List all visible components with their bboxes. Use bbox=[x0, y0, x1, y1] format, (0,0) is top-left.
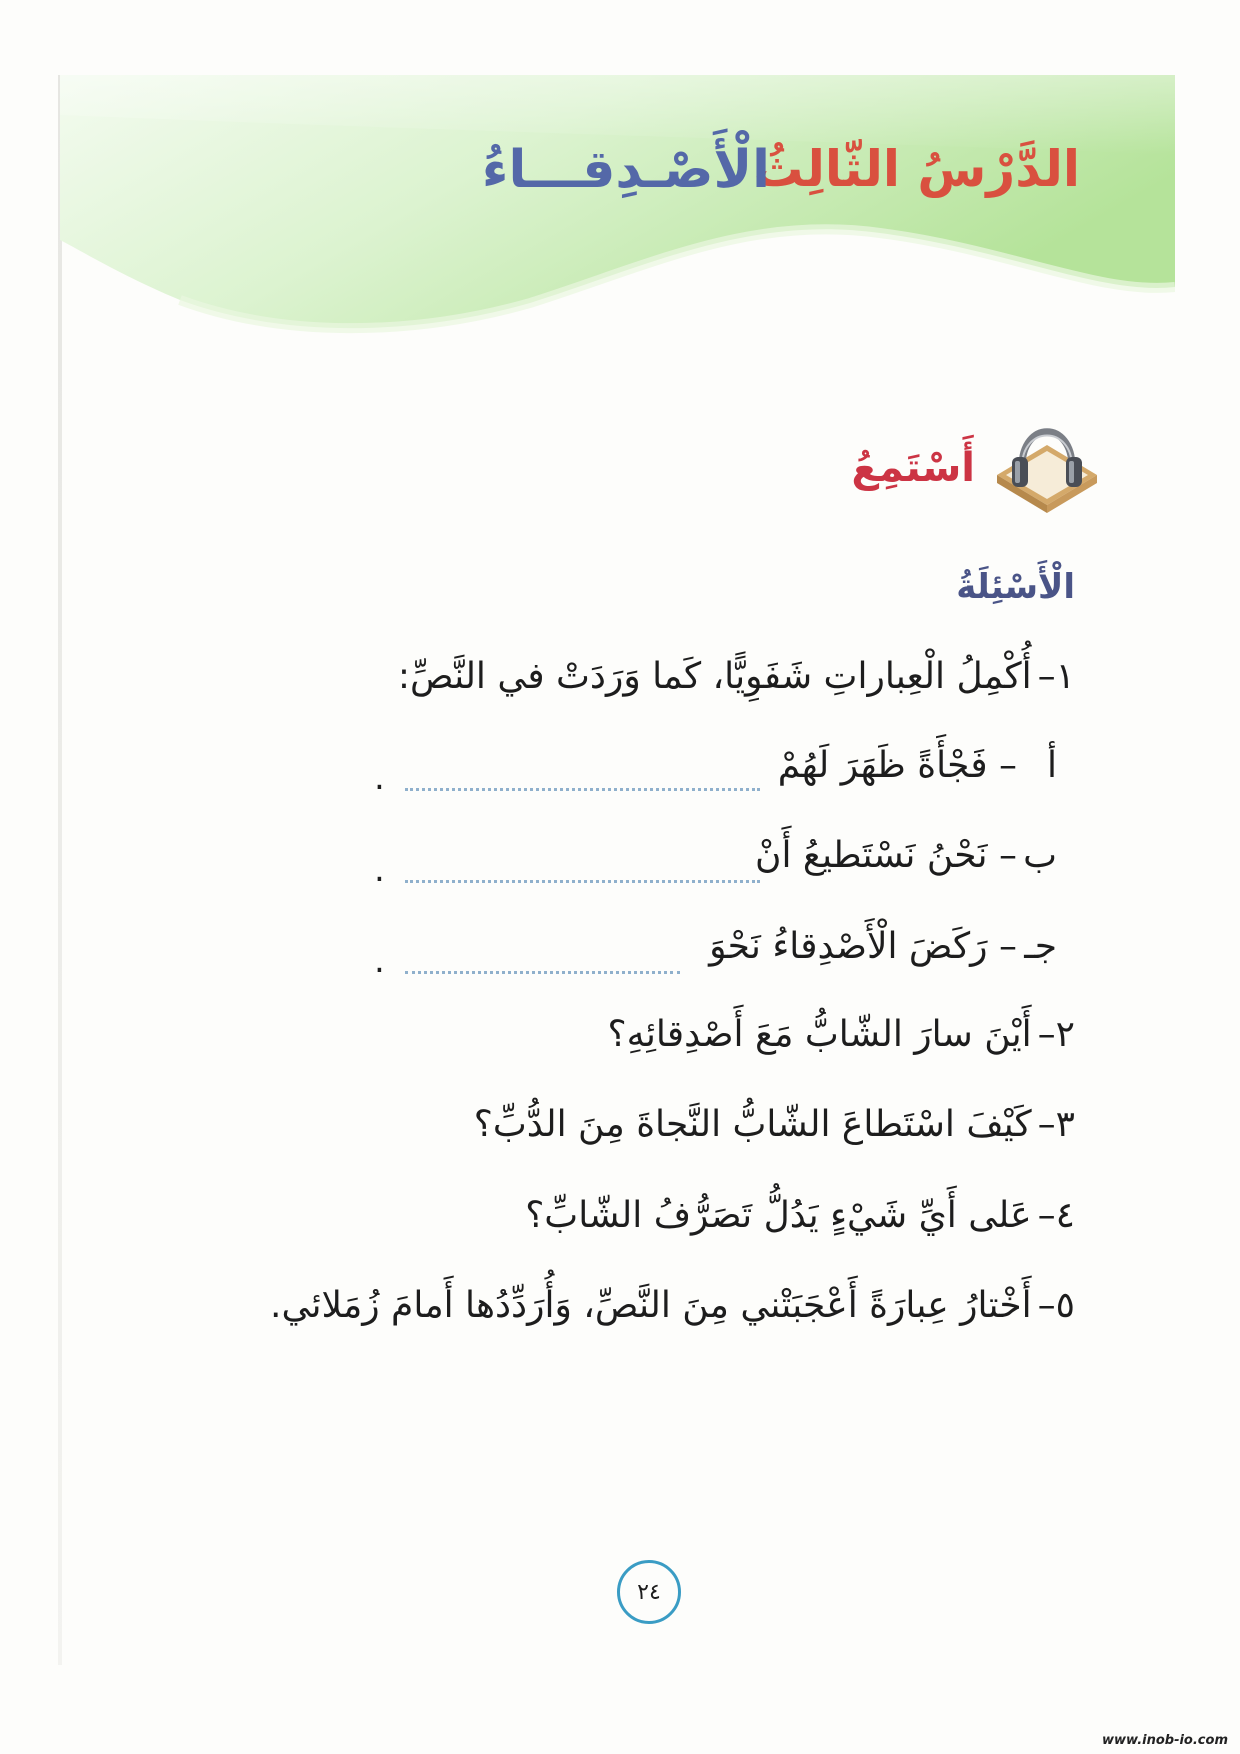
question-1-item-a bbox=[778, 745, 1057, 786]
question-1-item-c bbox=[709, 926, 1057, 967]
page-number: ٢٤ bbox=[637, 1579, 661, 1605]
question-5 bbox=[270, 1285, 1075, 1326]
question-number: ٢– bbox=[1037, 1014, 1075, 1055]
question-number: ١– bbox=[1037, 656, 1075, 697]
question-1 bbox=[398, 656, 1075, 697]
lesson-title: الْأَصْـدِقـــاءُ bbox=[481, 140, 770, 200]
question-text: أَخْتارُ عِبارَةً أَعْجَبَتْني مِنَ النَّصِّ، وَأُرَدِّدُها أَمامَ زُمَلائي. bbox=[270, 1285, 1032, 1326]
answer-blank[interactable] bbox=[405, 880, 760, 883]
listen-section-label: أَسْتَمِعُ bbox=[851, 445, 975, 491]
sentence-end-dot: . bbox=[374, 850, 385, 890]
question-1-item-b bbox=[755, 835, 1057, 876]
item-letter: جـ bbox=[1024, 926, 1057, 967]
question-3 bbox=[474, 1104, 1075, 1145]
question-text: أَيْنَ سارَ الشّابُّ مَعَ أَصْدِقائِهِ؟ bbox=[607, 1014, 1032, 1055]
question-text: أُكْمِلُ الْعِباراتِ شَفَوِيًّا، كَما وَرَدَتْ في النَّصِّ: bbox=[397, 656, 1032, 697]
item-letter: أ bbox=[1046, 745, 1057, 786]
question-4 bbox=[525, 1195, 1075, 1236]
sentence-end-dot: . bbox=[374, 941, 385, 981]
header-wave-band bbox=[60, 75, 1175, 375]
question-text: عَلى أَيِّ شَيْءٍ يَدُلُّ تَصَرُّفُ الشّابِّ؟ bbox=[525, 1195, 1032, 1236]
question-2 bbox=[607, 1014, 1075, 1055]
item-text: – نَحْنُ نَسْتَطيعُ أَنْ bbox=[755, 835, 1017, 876]
question-number: ٥– bbox=[1037, 1285, 1075, 1326]
item-text: – رَكَضَ الْأَصْدِقاءُ نَحْوَ bbox=[709, 926, 1017, 967]
answer-blank[interactable] bbox=[405, 788, 760, 791]
item-text: – فَجْأَةً ظَهَرَ لَهُمْ bbox=[777, 745, 1017, 786]
source-watermark: www.inob-io.com bbox=[1102, 1733, 1228, 1748]
question-number: ٤– bbox=[1037, 1195, 1075, 1236]
item-letter: ب bbox=[1023, 835, 1057, 876]
lesson-number: الدَّرْسُ الثّالِثُ bbox=[753, 140, 1080, 198]
sentence-end-dot: . bbox=[374, 758, 385, 798]
headphones-icon bbox=[992, 405, 1102, 515]
page-number-badge bbox=[617, 1560, 681, 1624]
questions-heading: الْأَسْئِلَةُ bbox=[956, 567, 1075, 607]
question-text: كَيْفَ اسْتَطاعَ الشّابُّ النَّجاةَ مِنَ الدُّبِّ؟ bbox=[473, 1104, 1032, 1145]
answer-blank[interactable] bbox=[405, 971, 680, 974]
question-number: ٣– bbox=[1037, 1104, 1075, 1145]
